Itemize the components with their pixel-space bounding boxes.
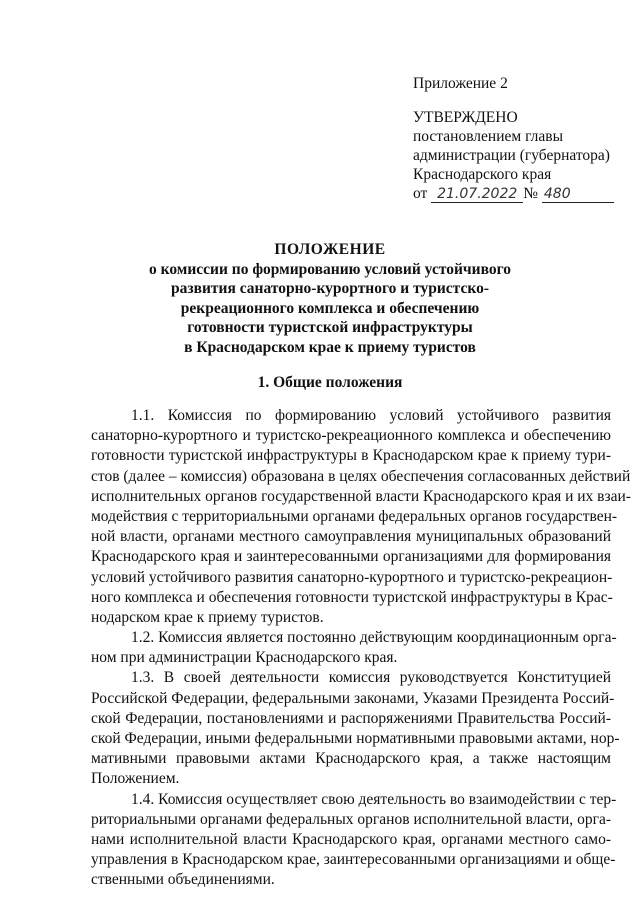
paragraph-line: Положением. [91,770,180,788]
title-line-2: развития санаторно-курортного и туристско- [171,280,489,297]
title-line-3: рекреационного комплекса и обеспечению [180,299,480,317]
document-body [91,406,631,891]
paragraph-line: условий устойчивого развития санаторно-курортного и туристско-рекреацион- [91,568,613,586]
paragraph-line: 1.3. В своей деятельности комиссия руководствуется Конституцией [131,669,611,687]
paragraph-line: ной власти, органами местного самоуправления муниципальных образований [91,528,611,546]
paragraph-2 [91,628,617,668]
paragraph-line: нодарском крае к приему туристов. [91,608,324,626]
paragraph-line: исполнительных органов государственной власти Краснодарского края и их взаи- [91,487,631,505]
approval-line-2: администрации (губернатора) [413,147,610,164]
approval-date-number-line [413,184,633,203]
approved-label: УТВЕРЖДЕНО [413,109,518,126]
approval-line-3: Краснодарского края [413,166,552,183]
approval-line-1: постановлением главы [413,128,563,145]
section-heading: 1. Общие положения [257,374,403,391]
paragraph-3 [91,668,620,789]
paragraph-line: ской Федерации, иными федеральными нормативными правовыми актами, нор- [91,730,620,747]
paragraph-line: ном при администрации Краснодарского края. [91,649,398,667]
approval-stamp-block [413,74,633,203]
paragraph-line: модействия с территориальными органами федеральных органов государствен- [91,507,618,525]
paragraph-line: Российской Федерации, федеральными законами, Указами Президента Россий- [91,689,615,707]
paragraph-line: риториальными органами федеральных органов исполнительной власти, орга- [91,810,611,828]
paragraph-1 [91,406,631,628]
title-line-1: о комиссии по формированию условий устойчивого [148,260,512,278]
document-title [120,240,540,357]
paragraph-line: 1.2. Комиссия является постоянно действующим координационным орга- [131,629,617,647]
number-label: № [523,185,538,202]
paragraph-line: 1.4. Комиссия осуществляет свою деятельность во взаимодействии с тер- [131,790,617,808]
paragraph-line: 1.1. Комиссия по формированию условий устойчивого развития [131,407,611,424]
appendix-label: Приложение 2 [413,75,508,92]
paragraph-line: ской Федерации, постановлениями и распоряжениями Правительства Россий- [91,709,611,727]
handwritten-date: 21.07.2022 [431,187,523,203]
title-main: ПОЛОЖЕНИЕ [274,241,386,258]
paragraph-line: ного комплекса и обеспечения готовности туристской инфраструктуры в Крас- [91,588,613,606]
handwritten-number: 480 [542,187,614,203]
paragraph-line: готовности туристской инфраструктуры в Краснодарском крае к приему тури- [91,447,611,465]
paragraph-line: санаторно-курортного и туристско-рекреационного комплекса и обеспечению [91,427,611,445]
paragraph-line: управления в Краснодарском крае, заинтересованными организациями и обще- [91,851,616,869]
paragraph-4 [91,790,617,891]
title-line-5: в Краснодарском крае к приему туристов [184,338,476,356]
paragraph-line: Краснодарского края и заинтересованными организациями для формирования [91,548,611,566]
paragraph-line: стов (далее – комиссия) образована в целях обеспечения согласованных действий [91,467,631,485]
paragraph-line: нами исполнительной власти Краснодарского края, органами местного само- [91,830,611,848]
title-line-4: готовности туристской инфраструктуры [187,319,473,336]
from-label: от [413,185,428,202]
paragraph-line: ственными объединениями. [91,871,275,889]
paragraph-line: мативными правовыми актами Краснодарского края, а также настоящим [91,750,611,768]
